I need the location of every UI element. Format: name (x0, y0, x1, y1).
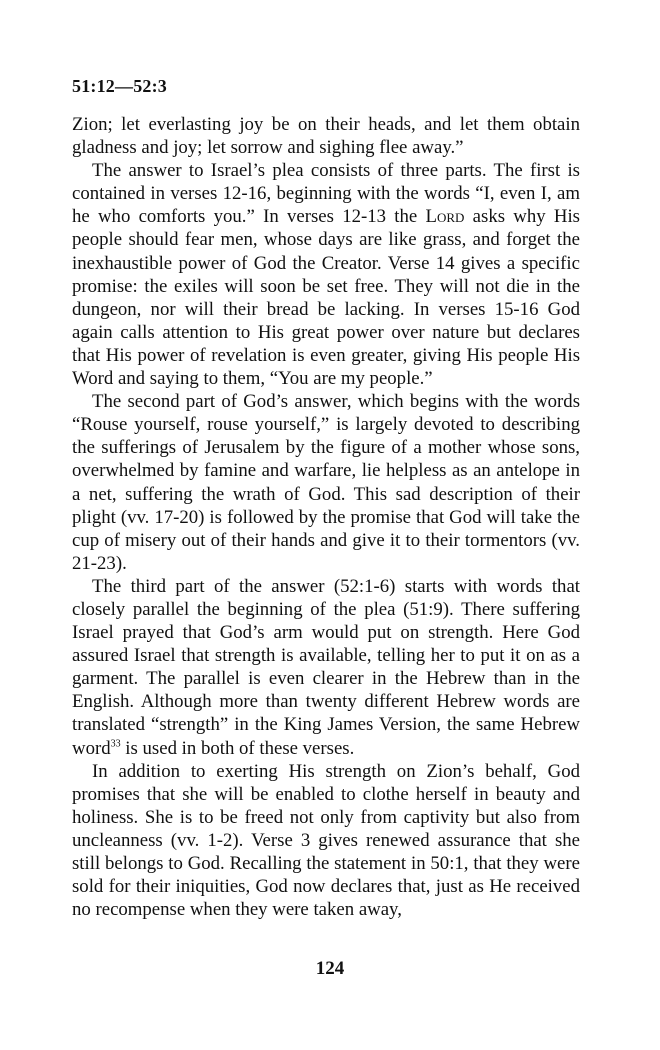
paragraph-2-text-b: asks why His people should fear men, whose days are like grass, and forget the inexhaustible power of God the Creator. Verse 14 gives a specific promise: the exiles will soon be set free. They will not die in the dungeon, nor will their bread be lacking. In verses 15-16 God again calls attention to His great power over nature but declares that His power of revelation is even greater, giving His people His Word and saying to them, “You are my people.” (72, 206, 580, 390)
paragraph-4 (72, 575, 580, 760)
paragraph-2-text-a: The answer to Israel’s plea consists of three parts. The first is contained in verses 12-16, beginning with the words “I, even I, am he who comforts you.” In verses 12-13 the (72, 160, 580, 228)
page-content (72, 76, 580, 921)
paragraph-4-text-b: is used in both of these verses. (120, 737, 355, 759)
footnote-marker: 33 (110, 738, 121, 750)
paragraph-2 (72, 159, 580, 390)
lord-small-caps: Lord (425, 206, 465, 228)
paragraph-5: In addition to exerting His strength on Zion’s behalf, God promises that she will be enabled to clothe herself in beauty and holiness. She is to be freed not only from captivity but also from uncleanness (vv. 1-2). Verse 3 gives renewed assurance that she still belongs to God. Recalling the statement in 50:1, that they were sold for their iniquities, God now declares that, just as He received no recompense when they were taken away, (72, 760, 580, 921)
running-head: 51:12—52:3 (72, 76, 167, 96)
paragraph-4-text-a: The third part of the answer (52:1-6) starts with words that closely parallel the beginning of the plea (51:9). There suffering Israel prayed that God’s arm would put on strength. Here God assured Israel that strength is available, telling her to put it on as a garment. The parallel is even clearer in the Hebrew than in the English. Although more than twenty different Hebrew words are translated “strength” in the King James Version, the same Hebrew word (72, 575, 580, 759)
paragraph-1: Zion; let everlasting joy be on their heads, and let them obtain gladness and joy; let sorrow and sighing flee away.” (72, 114, 580, 159)
body-text (72, 113, 580, 921)
paragraph-3: The second part of God’s answer, which begins with the words “Rouse yourself, rouse yourself,” is largely devoted to describing the sufferings of Jerusalem by the figure of a mother whose sons, overwhelmed by famine and warfare, lie helpless as an antelope in a net, suffering the wrath of God. This sad description of their plight (vv. 17-20) is followed by the promise that God will take the cup of misery out of their hands and give it to their tormentors (vv. 21-23). (72, 391, 580, 574)
page-number: 124 (315, 958, 345, 979)
